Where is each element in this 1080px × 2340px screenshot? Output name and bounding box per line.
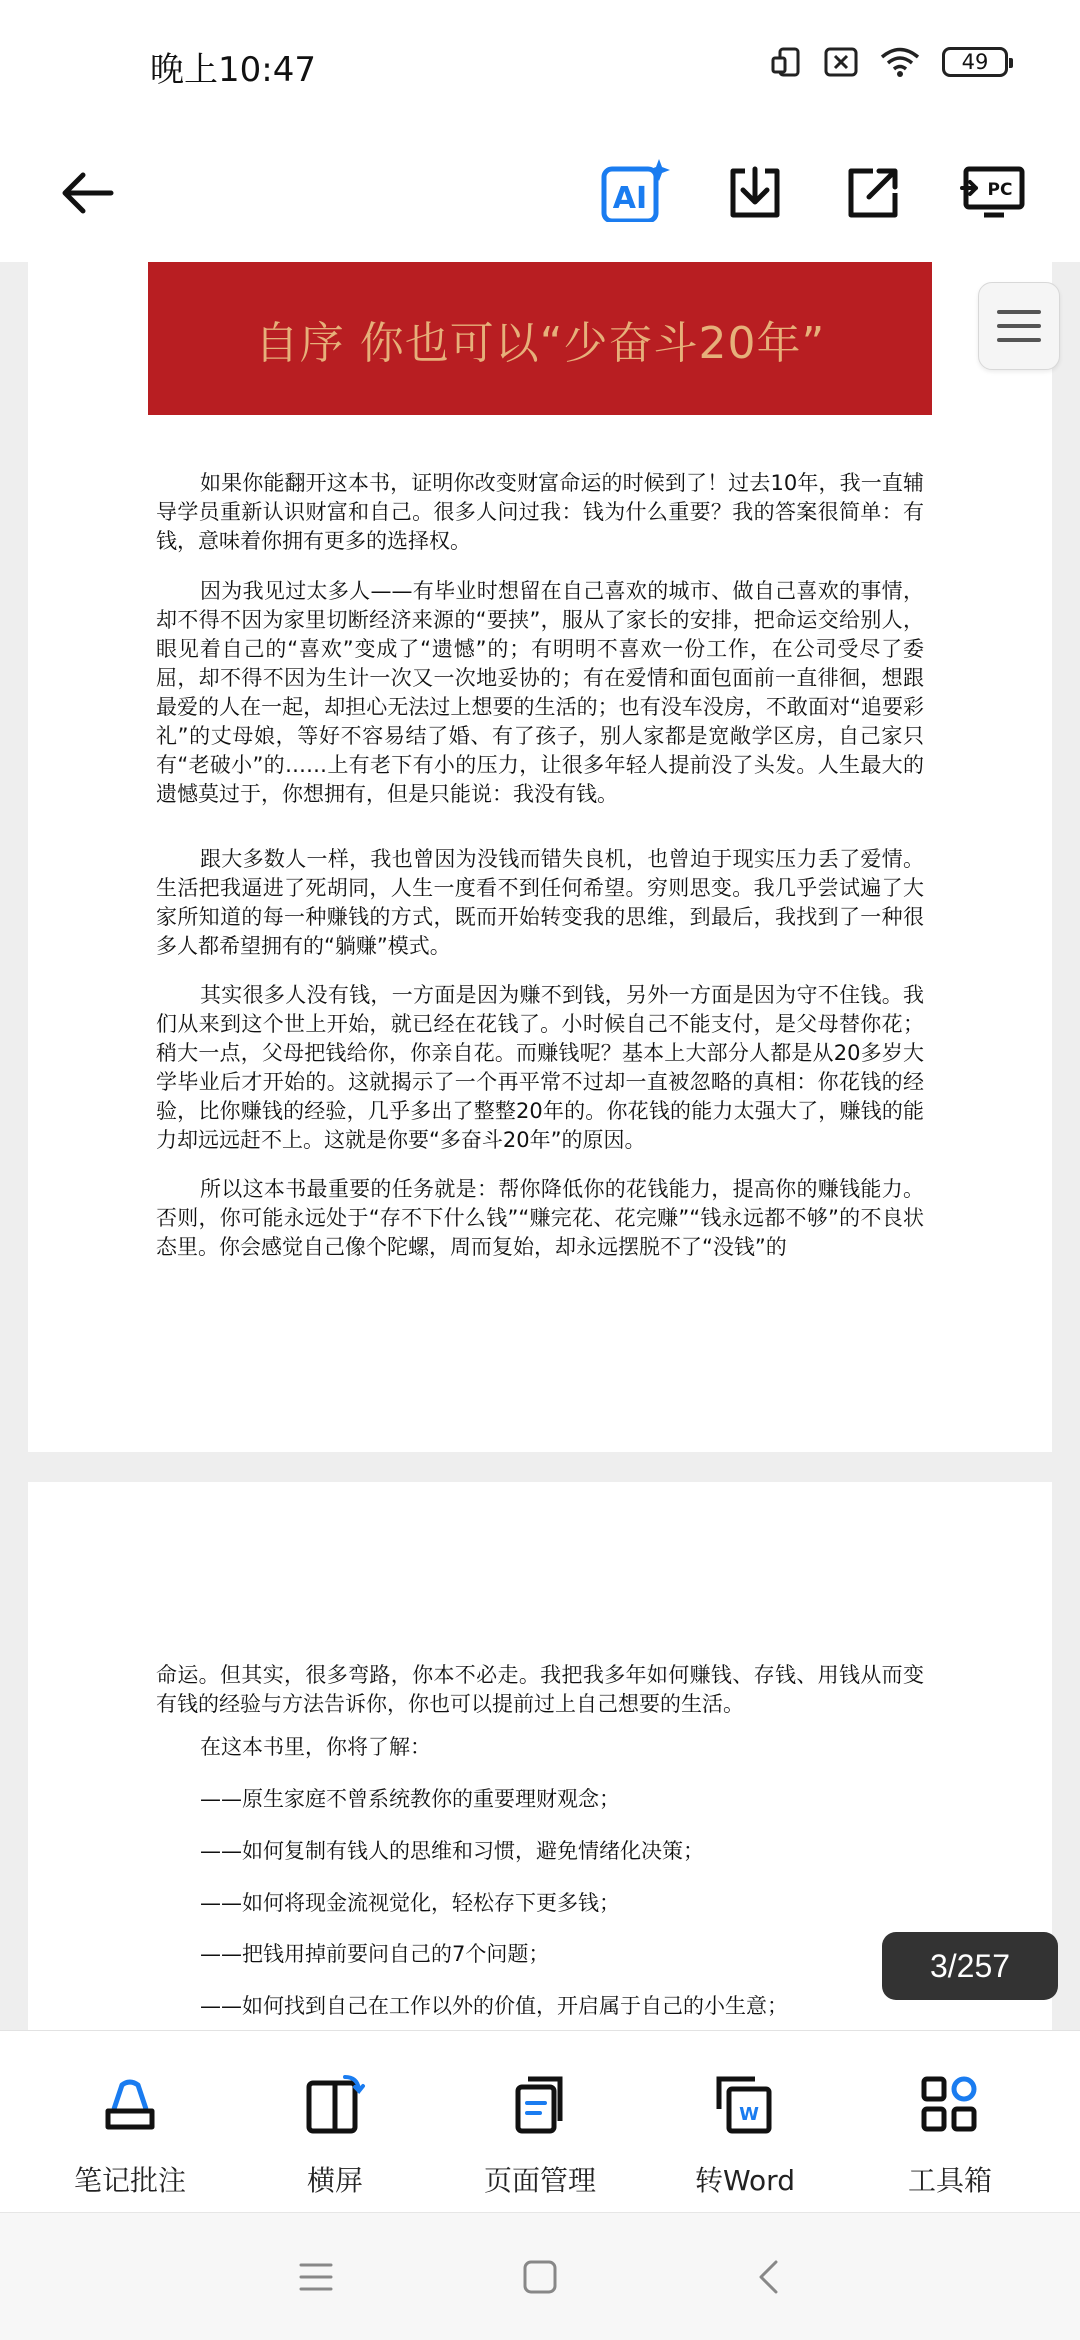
send-to-pc-icon (960, 163, 1026, 223)
landscape-button[interactable] (235, 2073, 435, 2199)
recent-apps-icon (298, 2261, 334, 2293)
chapter-title: 自序 你也可以“少奋斗20年” (254, 317, 826, 369)
ai-icon-text: AI (612, 181, 648, 216)
hamburger-icon (995, 306, 1043, 346)
status-icons (770, 46, 1008, 78)
list-item: ——如何复制有钱人的思维和习惯，避免情绪化决策； (200, 1839, 704, 1863)
system-nav-bar (0, 2212, 1080, 2340)
page-manage-button[interactable] (440, 2073, 640, 2199)
home-icon (522, 2259, 558, 2295)
tool-label: 页面管理 (483, 2164, 596, 2197)
recent-apps-button[interactable] (292, 2253, 340, 2301)
list-item: 在这本书里，你将了解： (200, 1735, 431, 1759)
tool-label: 笔记批注 (73, 2164, 186, 2197)
paragraph: 跟大多数人一样，我也曾因为没钱而错失良机，也曾迫于现实压力丢了爱情。生活把我逼进了死胡同，人生一度看不到任何希望。穷则思变。我几乎尝试遍了大家所知道的每一种赚钱的方式，既而开始转变我的思维，到最后，我找到了一种很多人都希望拥有的“躺赚”模式。 (156, 847, 924, 958)
no-sim-icon (824, 47, 858, 77)
nav-back-icon (756, 2259, 780, 2295)
download-icon (725, 163, 785, 223)
rotate-landscape-icon (305, 2075, 365, 2135)
status-time: 晚上10:47 (150, 50, 316, 90)
page-manage-icon (510, 2075, 570, 2135)
screen-cast-icon (770, 46, 802, 78)
chapter-banner (148, 262, 932, 415)
document-page (28, 222, 1052, 1452)
word-icon-text: W (739, 2104, 759, 2125)
battery-level: 49 (961, 50, 989, 74)
battery-indicator (942, 47, 1008, 77)
tool-label: 转Word (695, 2164, 795, 2197)
list-item: ——把钱用掉前要问自己的7个问题； (200, 1942, 550, 1966)
toolbox-button[interactable] (850, 2073, 1050, 2199)
paragraph: 所以这本书最重要的任务就是：帮你降低你的花钱能力，提高你的赚钱能力。否则，你可能永远处于“存不下什么钱”“赚完花、花完赚”“钱永远都不够”的不良状态里。你会感觉自己像个陀螺，周而复始，却永远摆脱不了“没钱”的 (156, 1177, 924, 1259)
list-item: ——如何将现金流视觉化，轻松存下更多钱； (200, 1891, 620, 1915)
nav-back-button[interactable] (744, 2253, 792, 2301)
convert-word-icon (715, 2075, 775, 2135)
paragraph: 如果你能翻开这本书，证明你改变财富命运的时候到了！过去10年，我一直辅导学员重新认识财富和自己。很多人问过我：钱为什么重要？我的答案很简单：有钱，意味着你拥有更多的选择权。 (156, 471, 924, 553)
pc-icon-text: PC (987, 180, 1013, 200)
annotate-button[interactable] (30, 2073, 230, 2199)
list-item: ——原生家庭不曾系统教你的重要理财观念； (200, 1787, 620, 1811)
paragraph: 命运。但其实，很多弯路，你本不必走。我把我多年如何赚钱、存钱、用钱从而变有钱的经验与方法告诉你，你也可以提前过上自己想要的生活。 (156, 1663, 924, 1716)
paragraph: 因为我见过太多人——有毕业时想留在自己喜欢的城市、做自己喜欢的事情，却不得不因为家里切断经济来源的“要挟”，服从了家长的安排，把命运交给别人，眼见着自己的“喜欢”变成了“遗憾”的；有明明不喜欢一份工作，在公司受尽了委屈，却不得不因为生计一次又一次地妥协的；有在爱情和面包面前一直徘徊，想跟最爱的人在一起，却担心无法过上想要的生活的；也有没车没房，不敢面对“追要彩礼”的丈母娘，等好不容易结了婚、有了孩子，别人家都是宽敞学区房，自己家只有“老破小”的……上有老下有小的压力，让很多年轻人提前没了头发。人生最大的遗憾莫过于，你想拥有，但是只能说：我没有钱。 (156, 579, 924, 806)
bottom-toolbar (0, 2030, 1080, 2212)
home-button[interactable] (516, 2253, 564, 2301)
back-arrow-icon (59, 169, 115, 217)
annotate-icon (100, 2075, 160, 2135)
page-indicator[interactable]: 3/257 (882, 1932, 1058, 2000)
wifi-icon (880, 46, 920, 78)
list-item: ——如何找到自己在工作以外的价值，开启属于自己的小生意； (200, 1994, 788, 2018)
ai-assistant-icon (599, 157, 671, 229)
paragraph: 其实很多人没有钱，一方面是因为赚不到钱，另外一方面是因为守不住钱。我们从来到这个世上开始，就已经在花钱了。小时候自己不能支付，是父母替你花；稍大一点，父母把钱给你，你亲自花。而赚钱呢？基本上大部分人都是从20多岁大学毕业后才开始的。这就揭示了一个再平常不过却一直被忽略的真相：你花钱的经验，比你赚钱的经验，几乎多出了整整20年的。你花钱的能力太强大了，赚钱的能力却远远赶不上。这就是你要“多奋斗20年”的原因。 (156, 983, 924, 1152)
tool-label: 横屏 (306, 2164, 363, 2197)
status-bar (0, 0, 1080, 130)
document-viewer[interactable] (0, 262, 1080, 2030)
tool-label: 工具箱 (907, 2164, 992, 2197)
toolbox-icon (920, 2075, 980, 2135)
share-icon (843, 163, 903, 223)
outline-menu-button[interactable] (978, 282, 1060, 370)
convert-word-button[interactable] (645, 2073, 845, 2199)
